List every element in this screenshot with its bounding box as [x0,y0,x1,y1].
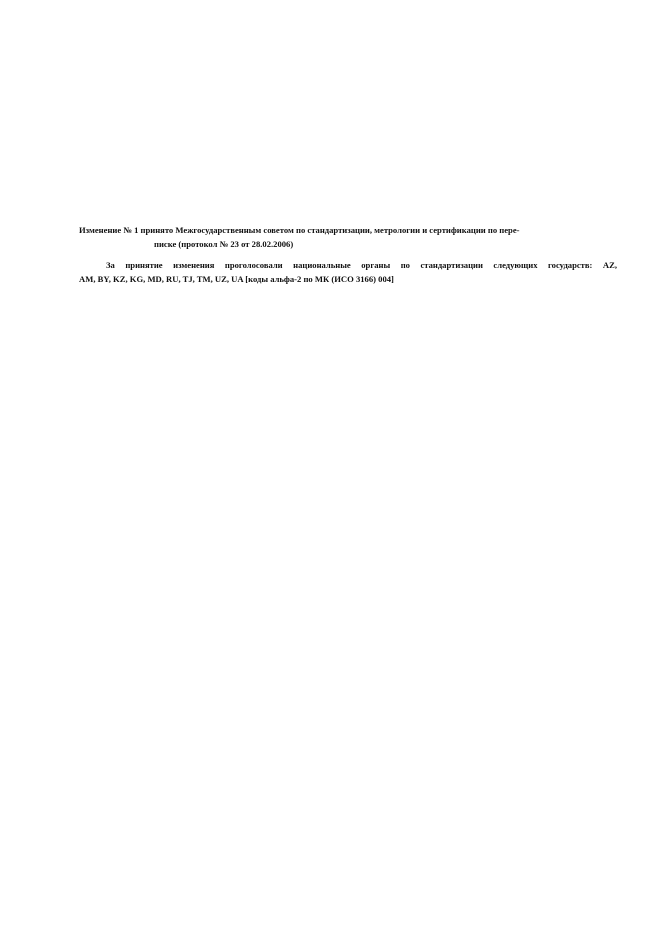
voting-paragraph [79,258,617,286]
adoption-paragraph [79,223,615,251]
voting-line-1: За принятие изменения проголосовали национальные органы по стандартизации следующих государств: AZ, [106,260,617,270]
voting-line-2: AM, BY, KZ, KG, MD, RU, TJ, TM, UZ, UA [коды альфа-2 по МК (ИСО 3166) 004] [79,274,394,284]
adoption-line-1: Изменение № 1 принято Межгосударственным советом по стандартизации, метрологии и сертификации по пере- [79,225,520,235]
adoption-line-2: писке (протокол № 23 от 28.02.2006) [154,239,294,249]
